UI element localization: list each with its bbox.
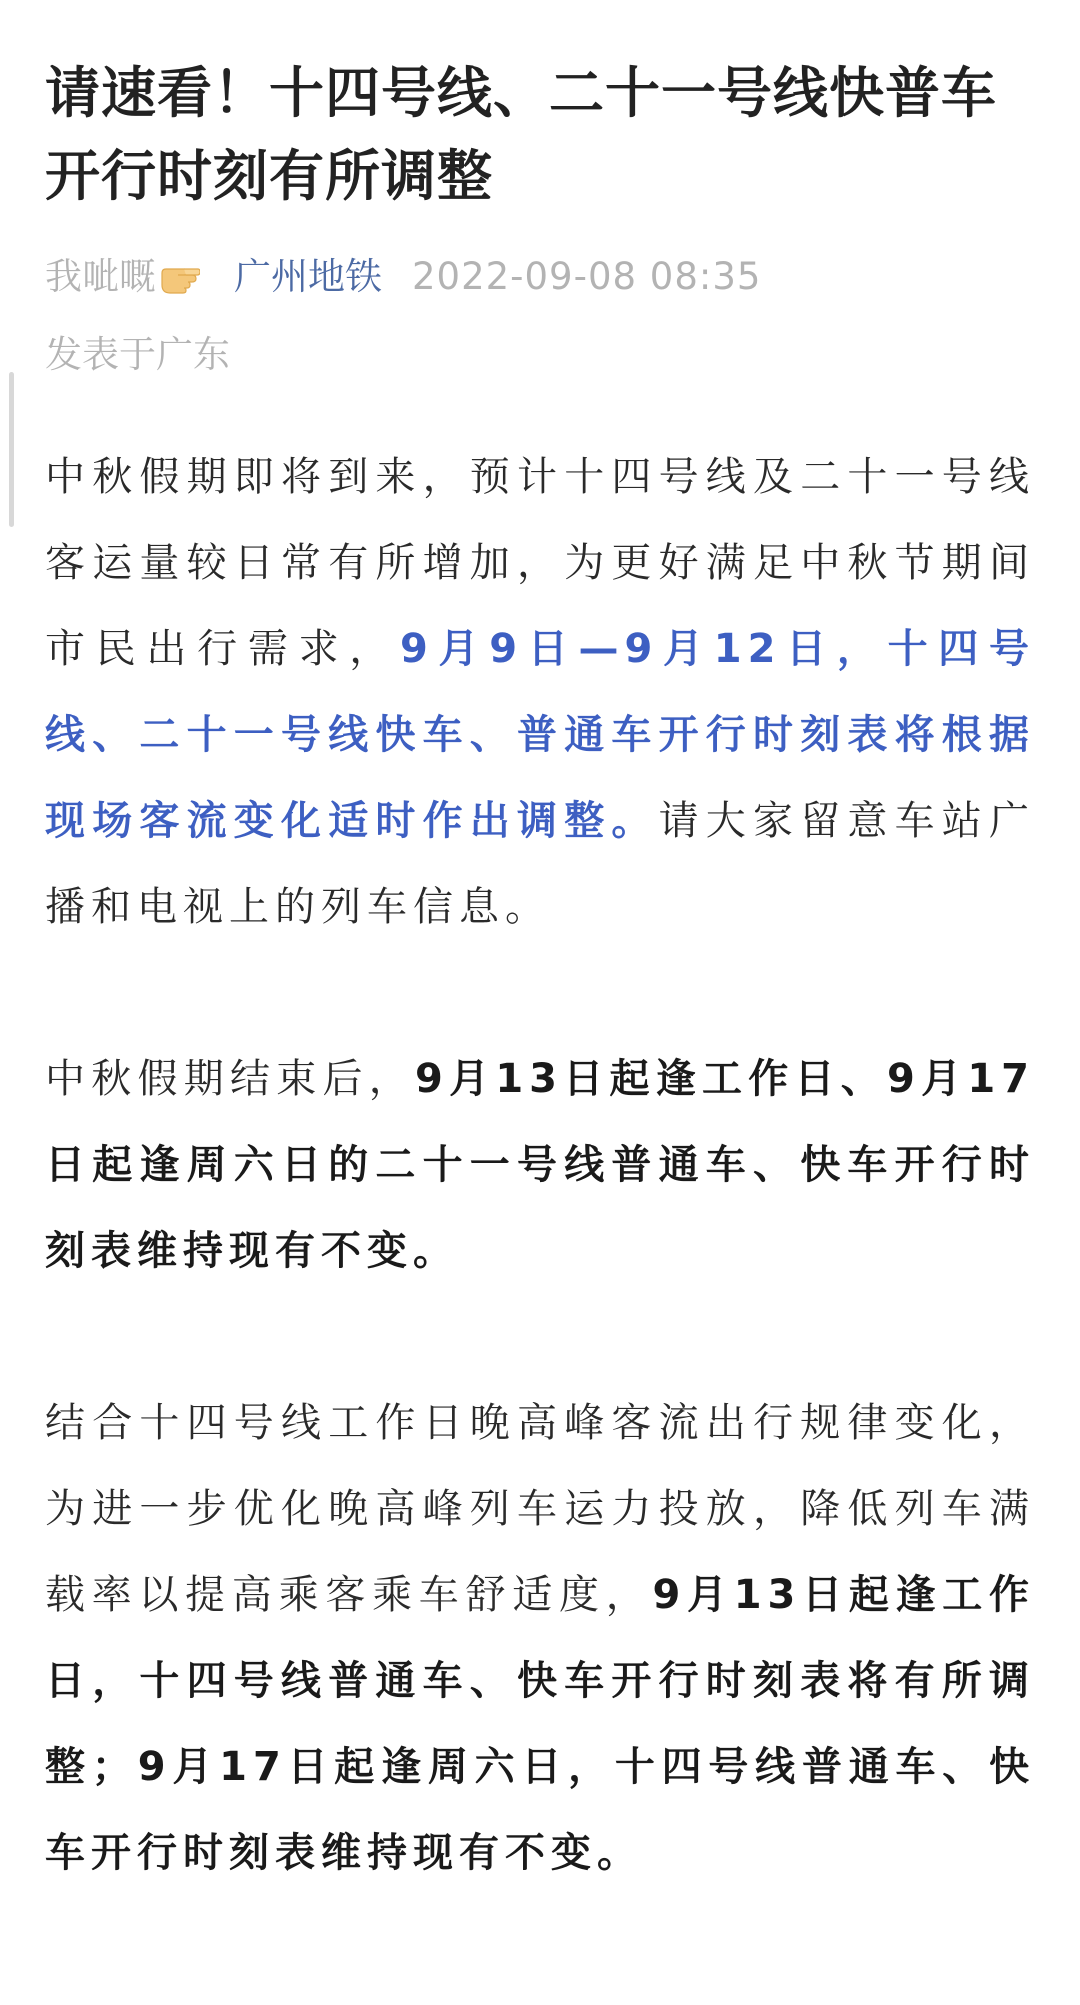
pointing-hand-icon — [160, 260, 200, 294]
author-name[interactable]: 我呲嘅 — [45, 255, 156, 298]
article-meta — [45, 256, 1035, 298]
publish-location: 发表于广东 — [45, 333, 230, 376]
article — [45, 0, 1035, 1896]
account-link[interactable]: 广州地铁 — [234, 255, 382, 298]
paragraph-3 — [45, 1380, 1035, 1896]
paragraph-2 — [45, 1036, 1035, 1294]
paragraph-3-text: 结合十四号线工作日晚高峰客流出行规律变化，为进一步优化晚高峰列车运力投放，降低列车满载率以提高乘客乘车舒适度， — [45, 1400, 1035, 1618]
paragraph-1-highlight: 9月9日—9月12日，十四号线、二十一号线快车、普通车开行时刻表将根据现场客流变化适时作出调整。 — [45, 626, 1035, 844]
scroll-indicator[interactable] — [9, 372, 14, 527]
article-title: 请速看！十四号线、二十一号线快普车开行时刻有所调整 — [45, 61, 998, 208]
paragraph-3-bold: 9月13日起逢工作日，十四号线普通车、快车开行时刻表将有所调整；9月17日起逢周六日，十四号线普通车、快车开行时刻表维持现有不变。 — [45, 1572, 1036, 1876]
publish-datetime: 2022-09-08 08:35 — [412, 255, 762, 298]
paragraph-1-text: 中秋假期即将到来，预计十四号线及二十一号线客运量较日常有所增加，为更好满足中秋节期间市民出行需求， — [45, 454, 1035, 672]
paragraph-1-tail: 请大家留意车站广播和电视上的列车信息。 — [45, 798, 1036, 930]
paragraph-2-text: 中秋假期结束后， — [45, 1056, 415, 1102]
paragraph-1 — [45, 434, 1035, 950]
paragraph-2-bold: 9月13日起逢工作日、9月17日起逢周六日的二十一号线普通车、快车开行时刻表维持现有不变。 — [45, 1056, 1035, 1274]
